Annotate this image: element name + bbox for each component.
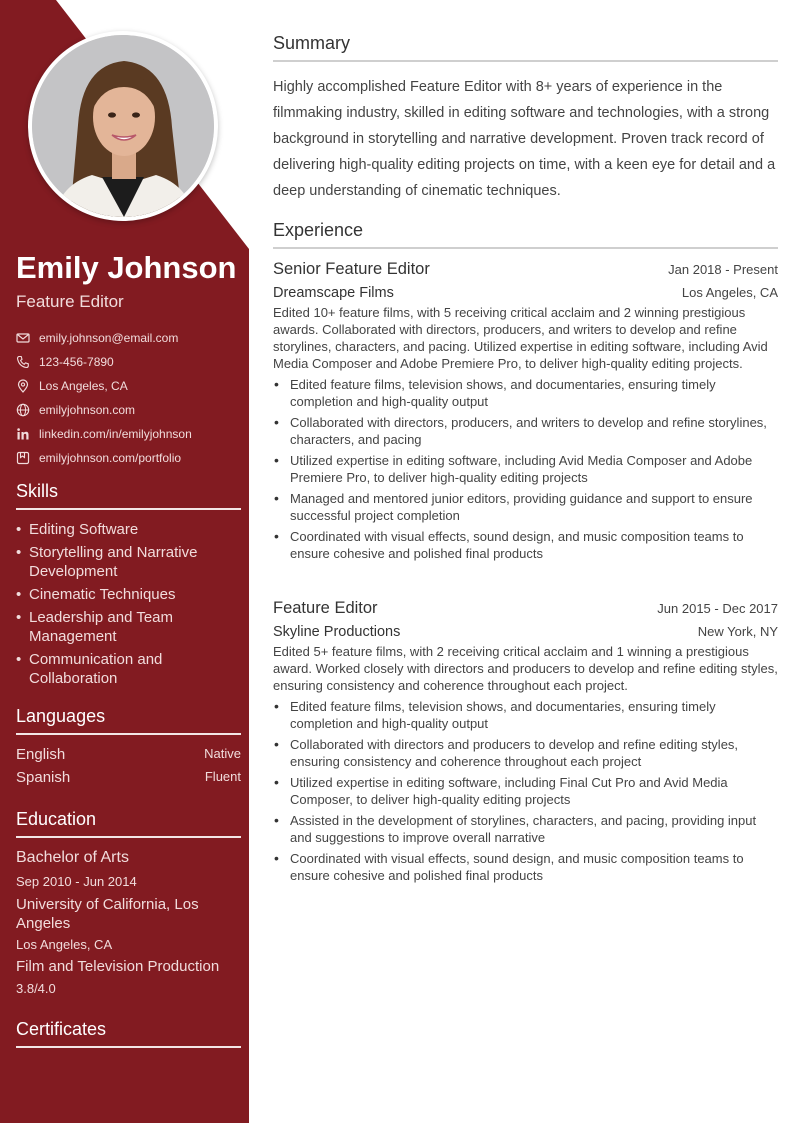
- job-bullet: • Managed and mentored junior editors, providing guidance and support to ensure successful project completion: [273, 490, 778, 524]
- job-entry: [273, 599, 778, 888]
- language-name: Spanish: [16, 769, 71, 786]
- education-location: Los Angeles, CA: [16, 937, 113, 952]
- skills-list: [16, 520, 241, 692]
- job-bullet: • Edited feature films, television shows, and documentaries, ensuring timely completion and high-quality output: [273, 376, 778, 410]
- education-gpa: 3.8/4.0: [16, 981, 56, 996]
- job-dates: Jan 2018 - Present: [668, 262, 778, 277]
- education-heading: Education: [16, 809, 241, 838]
- contact-location: [16, 374, 246, 398]
- contact-list: [16, 326, 246, 470]
- skill-item: • Cinematic Techniques: [16, 585, 241, 604]
- contact-email-text: emily.johnson@email.com: [39, 331, 179, 345]
- language-level: Native: [204, 746, 241, 761]
- profile-photo: [32, 35, 214, 217]
- contact-phone[interactable]: [16, 350, 246, 374]
- job-bullet: • Utilized expertise in editing software, including Final Cut Pro and Avid Media Composer, to deliver high-quality editing projects: [273, 774, 778, 808]
- skill-item: • Leadership and Team Management: [16, 608, 241, 646]
- job-bullet: • Collaborated with directors and producers to develop and refine editing styles, ensuring consistency and coherence throughout each project: [273, 736, 778, 770]
- skill-item: • Storytelling and Narrative Development: [16, 543, 241, 581]
- education-degree: Bachelor of Arts: [16, 849, 129, 866]
- portrait-illustration: [32, 35, 214, 217]
- candidate-name: Emily Johnson: [16, 250, 237, 285]
- profile-photo-frame: [28, 31, 218, 221]
- job-description: Edited 5+ feature films, with 2 receiving critical acclaim and 1 winning a prestigious award. Worked closely with directors and producers to develop and refine editing styles, ensuring consistency and coherence throughout each project.: [273, 644, 778, 693]
- job-bullet: • Collaborated with directors, producers, and writers to develop and refine storylines, characters, and pacing: [273, 414, 778, 448]
- contact-website[interactable]: [16, 398, 246, 422]
- job-bullets: [273, 376, 778, 562]
- job-bullets: [273, 698, 778, 884]
- job-bullet: • Assisted in the development of storylines, characters, and pacing, providing input and suggestions to improve overall narrative: [273, 812, 778, 846]
- job-title: Feature Editor: [273, 599, 378, 617]
- job-company: Skyline Productions: [273, 624, 401, 640]
- language-row: [16, 746, 241, 763]
- phone-icon: [16, 355, 30, 369]
- job-bullet: • Edited feature films, television shows, and documentaries, ensuring timely completion and high-quality output: [273, 698, 778, 732]
- job-bullet: • Coordinated with visual effects, sound design, and music composition teams to ensure cohesive and polished final products: [273, 850, 778, 884]
- location-pin-icon: [16, 379, 30, 393]
- language-row: [16, 769, 241, 786]
- education-school: University of California, Los Angeles: [16, 896, 199, 932]
- job-bullet: • Utilized expertise in editing software, including Avid Media Composer and Adobe Premiere Pro, to deliver high-quality editing projects: [273, 452, 778, 486]
- skills-heading: Skills: [16, 481, 241, 510]
- globe-icon: [16, 403, 30, 417]
- skill-item: • Communication and Collaboration: [16, 650, 241, 688]
- candidate-title: Feature Editor: [16, 292, 124, 311]
- contact-phone-text: 123-456-7890: [39, 355, 114, 369]
- linkedin-icon: [16, 427, 30, 441]
- contact-linkedin[interactable]: [16, 422, 246, 446]
- contact-portfolio-text: emilyjohnson.com/portfolio: [39, 451, 182, 465]
- language-name: English: [16, 746, 66, 763]
- education-dates: Sep 2010 - Jun 2014: [16, 874, 137, 889]
- skill-item: • Editing Software: [16, 520, 241, 539]
- contact-portfolio[interactable]: [16, 446, 246, 470]
- contact-email[interactable]: [16, 326, 246, 350]
- contact-linkedin-text: linkedin.com/in/emilyjohnson: [39, 427, 192, 441]
- certificates-heading: Certificates: [16, 1019, 241, 1048]
- mail-icon: [16, 331, 30, 345]
- contact-website-text: emilyjohnson.com: [39, 403, 136, 417]
- job-dates: Jun 2015 - Dec 2017: [657, 601, 778, 616]
- job-description: Edited 10+ feature films, with 5 receiving critical acclaim and 2 winning prestigious awards. Collaborated with directors, producers, and writers to develop and refine storylines, characters, and pacing. Utilized expertise in editing software, including Avid Media Composer and Adobe Premiere Pro, to deliver high-quality editing projects.: [273, 305, 768, 371]
- job-bullet: • Coordinated with visual effects, sound design, and music composition teams to ensure cohesive and polished final products: [273, 528, 778, 562]
- summary-heading: Summary: [273, 33, 778, 62]
- portfolio-icon: [16, 451, 30, 465]
- language-level: Fluent: [204, 769, 241, 784]
- job-location: Los Angeles, CA: [681, 285, 778, 300]
- contact-location-text: Los Angeles, CA: [39, 379, 128, 393]
- experience-heading: Experience: [273, 220, 778, 249]
- education-field: Film and Television Production: [16, 958, 220, 975]
- summary-text: Highly accomplished Feature Editor with 8+ years of experience in the filmmaking industry, skilled in editing software and technologies, with a strong background in storytelling and narrative development. Proven track record of delivering high-quality editing projects on time, with a keen eye for detail and a deep understanding of cinematic techniques.: [273, 79, 776, 199]
- languages-heading: Languages: [16, 706, 241, 735]
- job-company: Dreamscape Films: [273, 285, 394, 301]
- job-entry: [273, 260, 778, 566]
- job-title: Senior Feature Editor: [273, 260, 430, 278]
- job-location: New York, NY: [697, 624, 778, 639]
